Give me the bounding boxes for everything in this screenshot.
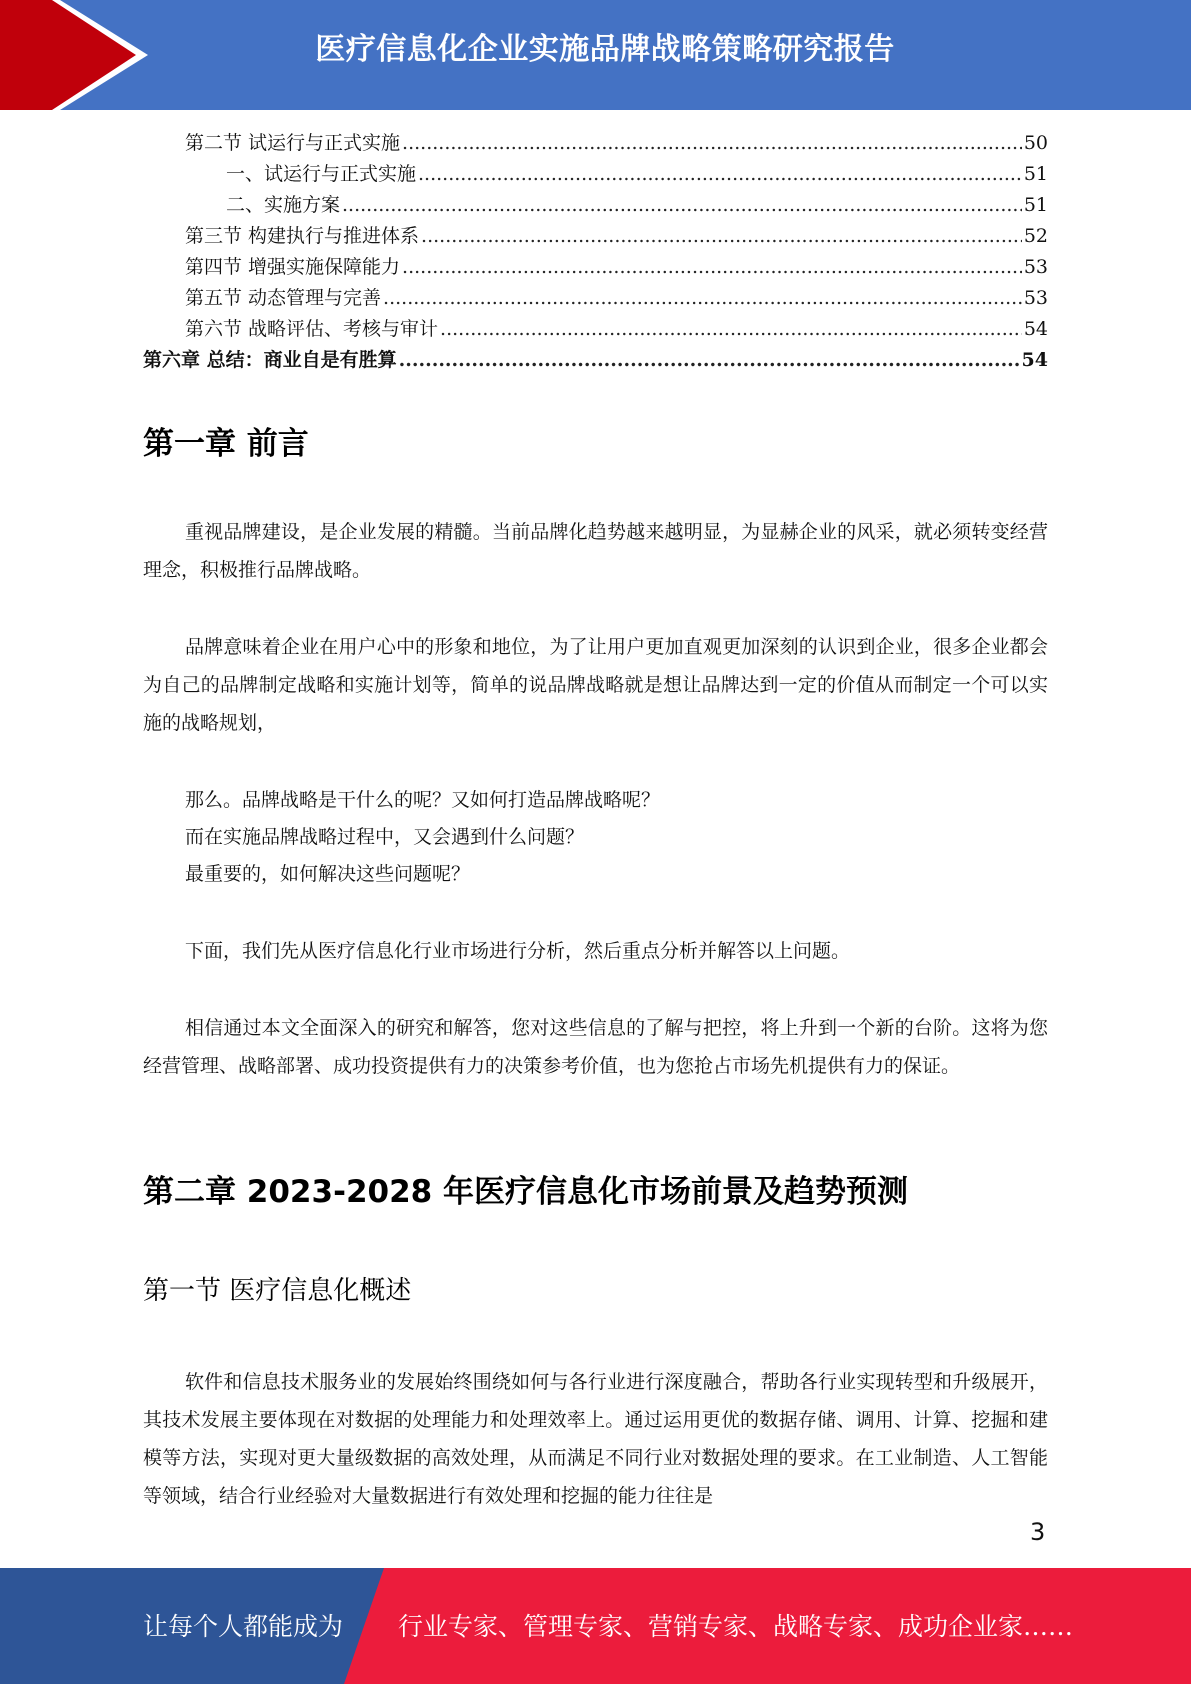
- toc-entry-page: 51: [1023, 163, 1048, 185]
- toc-entry-title: 一、试运行与正式实施: [226, 163, 417, 185]
- toc-leader-dots: [399, 345, 1020, 376]
- toc-leader-dots: [402, 128, 1022, 159]
- toc-leader-dots: [418, 159, 1022, 190]
- footer-slogan-left: 让每个人都能成为: [143, 1612, 344, 1641]
- toc-leader-dots: [421, 221, 1022, 252]
- toc-entry-title: 第六章 总结：商业自是有胜算: [143, 349, 397, 371]
- chapter1-paragraph-4: 相信通过本文全面深入的研究和解答，您对这些信息的了解与把控，将上升到一个新的台阶。这将为您经营管理、战略部署、成功投资提供有力的决策参考价值，也为您抢占市场先机提供有力的保证。: [143, 1017, 1048, 1077]
- toc-entry[interactable]: [143, 314, 1048, 345]
- toc-leader-dots: [440, 314, 1022, 345]
- toc-entry[interactable]: [143, 252, 1048, 283]
- table-of-contents: [143, 128, 1048, 376]
- toc-entry-title: 第四节 增强实施保障能力: [185, 256, 401, 278]
- toc-entry-title: 第二节 试运行与正式实施: [185, 132, 401, 154]
- chapter1-question-2: 而在实施品牌战略过程中，又会遇到什么问题？: [185, 826, 585, 848]
- toc-entry-page: 52: [1023, 225, 1048, 247]
- toc-entry-page: 54: [1021, 349, 1048, 371]
- toc-leader-dots: [383, 283, 1022, 314]
- toc-entry[interactable]: [143, 159, 1048, 190]
- toc-entry-page: 54: [1023, 318, 1048, 340]
- toc-entry[interactable]: [143, 128, 1048, 159]
- chapter1-heading: 第一章 前言: [143, 426, 309, 462]
- chapter1-question-1: 那么。品牌战略是干什么的呢？又如何打造品牌战略呢？: [185, 789, 661, 811]
- toc-entry-title: 第六节 战略评估、考核与审计: [185, 318, 439, 340]
- toc-entry-page: 50: [1023, 132, 1048, 154]
- toc-entry-title: 二、实施方案: [226, 194, 341, 216]
- chapter2-heading: 第二章 2023-2028 年医疗信息化市场前景及趋势预测: [143, 1174, 909, 1210]
- toc-entry-page: 51: [1023, 194, 1048, 216]
- toc-entry-title: 第五节 动态管理与完善: [185, 287, 382, 309]
- chevron-logo-icon: [0, 0, 160, 110]
- toc-entry[interactable]: [143, 190, 1048, 221]
- footer-slogan-right: 行业专家、管理专家、营销专家、战略专家、成功企业家……: [398, 1612, 1074, 1641]
- chapter1-question-3: 最重要的，如何解决这些问题呢？: [185, 863, 471, 885]
- chapter1-paragraph-3: 下面，我们先从医疗信息化行业市场进行分析，然后重点分析并解答以上问题。: [185, 940, 851, 962]
- toc-entry[interactable]: [143, 221, 1048, 252]
- toc-leader-dots: [402, 252, 1022, 283]
- page-footer: [0, 1568, 1191, 1684]
- toc-leader-dots: [342, 190, 1022, 221]
- report-title: 医疗信息化企业实施品牌战略策略研究报告: [315, 32, 895, 67]
- chapter2-paragraph-1: 软件和信息技术服务业的发展始终围绕如何与各行业进行深度融合，帮助各行业实现转型和升级展开，其技术发展主要体现在对数据的处理能力和处理效率上。通过运用更优的数据存储、调用、计算、挖掘和建模等方法，实现对更大量级数据的高效处理，从而满足不同行业对数据处理的要求。在工业制造、人工智能等领域，结合行业经验对大量数据进行有效处理和挖掘的能力往往是: [143, 1371, 1048, 1507]
- page-header: [0, 0, 1191, 110]
- toc-entry-title: 第三节 构建执行与推进体系: [185, 225, 420, 247]
- page-number: 3: [1030, 1518, 1046, 1546]
- section-heading: 第一节 医疗信息化概述: [143, 1276, 412, 1306]
- toc-entry[interactable]: [143, 283, 1048, 314]
- chapter1-paragraph-2: 品牌意味着企业在用户心中的形象和地位，为了让用户更加直观更加深刻的认识到企业，很多企业都会为自己的品牌制定战略和实施计划等，简单的说品牌战略就是想让品牌达到一定的价值从而制定一个可以实施的战略规划，: [143, 636, 1048, 734]
- toc-entry-page: 53: [1023, 287, 1048, 309]
- toc-entry[interactable]: [143, 345, 1048, 376]
- toc-entry-page: 53: [1023, 256, 1048, 278]
- chapter1-paragraph-1: 重视品牌建设，是企业发展的精髓。当前品牌化趋势越来越明显，为显赫企业的风采，就必须转变经营理念，积极推行品牌战略。: [143, 521, 1048, 581]
